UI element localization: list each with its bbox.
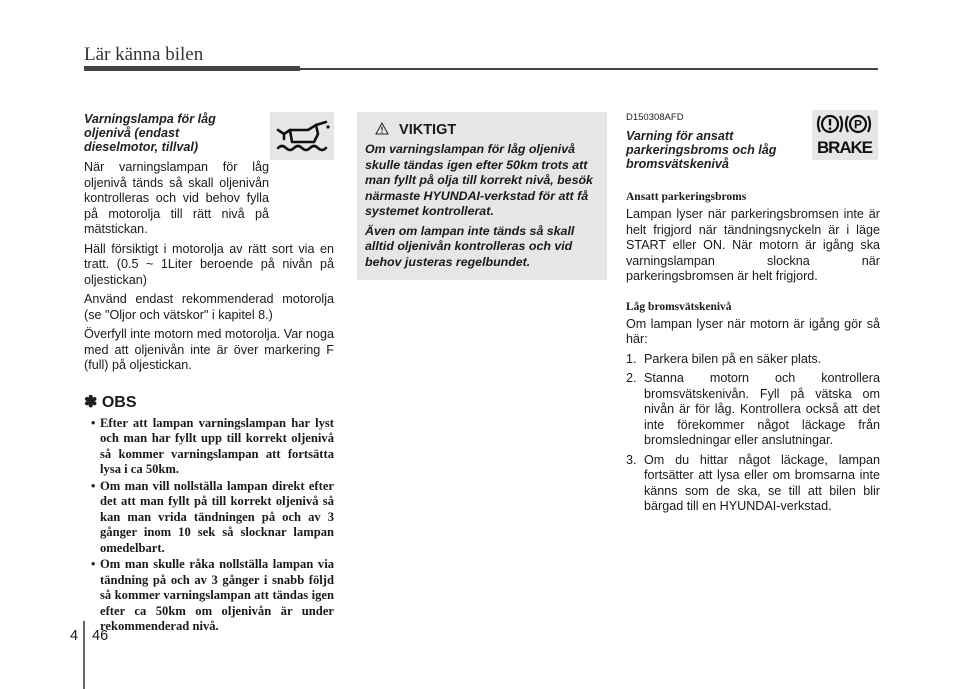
parking-brake-text: Lampan lyser när parkeringsbromsen inte är helt frigjord när tändningsnyckeln är i läge START eller ON. När motorn är igång ska varningslampan slockna när parkeringsbromsen är helt frigjord. [626,207,880,283]
page-header-title: Lär känna bilen [84,44,204,65]
chapter-number: 4 [70,628,79,644]
warning-triangle-icon [375,122,393,138]
obs-item: • Om man vill nollställa lampan direkt efter det att man fyllt på till korrekt oljenivå så kan man vrida tändningen på och av 3 gånger inom 10 sek så slocknar lampan omedelbart. [84,479,334,557]
page-number: 46 [92,628,109,644]
obs-item: • Efter att lampan varningslampan har lyst och man har fyllt upp till korrekt oljenivå så kommer varningslampan att fortsätta lysa i ca 50km. [84,416,334,478]
footer-divider [83,621,85,689]
obs-list [84,416,334,635]
obs-heading: ✽ OBS [84,393,137,411]
header-bar [84,66,300,71]
step-item: 1. Parkera bilen på en säker plats. [626,351,822,366]
obs-item: • Om man skulle råka nollställa lampan via tändning på och av 3 gånger i snabb följd så kommer varningslampan att tändas igen efter ca 50km om oljenivån är under rekommenderad nivå. [84,557,334,635]
step-item: 2. Stanna motorn och kontrollera bromsvätskenivån. Fyll på vätska om nivån är för låg. Kontrollera också att det inte förekommer något läckage från bromsledningar eller anslutningar. [626,371,880,447]
oil-paragraph-3: Använd endast rekommenderad motorolja (se "Oljor och vätskor" i kapitel 8.) [84,292,334,322]
oil-paragraph-1: När varningslampan för låg oljenivå tänds så skall oljenivån kontrolleras och vid behov fylla på motorolja till rätt nivå på mätstickan. [84,160,269,236]
step-item: 3. Om du hittar något läckage, lampan fortsätter att lysa eller om bromsarna inte känns som de ska, se till att bilen blir bärgad till en HYUNDAI-verkstad. [626,452,880,513]
parking-brake-heading: Ansatt parkeringsbroms [626,191,747,203]
oil-level-warning-icon [270,112,334,160]
warning-paragraph-1: Om varningslampan för låg oljenivå skulle tändas igen efter 50km trots att man fyllt på olja till korrekt nivå, besök närmaste HYUNDAI-verkstad för att få systemet kontrollerat. [365,142,593,218]
oil-paragraph-2: Häll försiktigt i motorolja av rätt sort via en tratt. (0.5 ~ 1Liter beroende på nivån på oljestickan) [84,241,334,287]
warning-title: VIKTIGT [399,122,457,138]
warning-paragraph-2: Även om lampan inte tänds så skall alltid oljenivån kontrolleras och vid behov justeras regelbundet. [365,223,575,269]
left-column [84,112,334,636]
brake-icon-label: BRAKE [817,138,873,157]
middle-column [357,112,607,280]
brake-fluid-heading: Låg bromsvätskenivå [626,300,732,313]
brake-warning-subheading: Varning för ansatt parkeringsbroms och låg bromsvätskenivå [626,129,777,171]
brake-steps-list [626,352,880,515]
brake-fluid-text: Om lampan lyser när motorn är igång gör så här: [626,316,880,346]
svg-text:P: P [853,117,863,132]
warning-heading [375,122,456,138]
warning-box [357,112,607,280]
header-rule [300,68,878,70]
warning-text [365,142,601,274]
section-code: D150308AFD [626,112,684,123]
oil-warning-subheading: Varningslampa för låg oljenivå (endast dieselmotor, tillval) [84,112,216,154]
right-column [626,112,880,519]
oil-paragraph-4: Överfyll inte motorn med motorolja. Var noga med att oljenivån inte är över markering F (full) på oljestickan. [84,327,334,372]
brake-warning-icon [812,110,878,160]
